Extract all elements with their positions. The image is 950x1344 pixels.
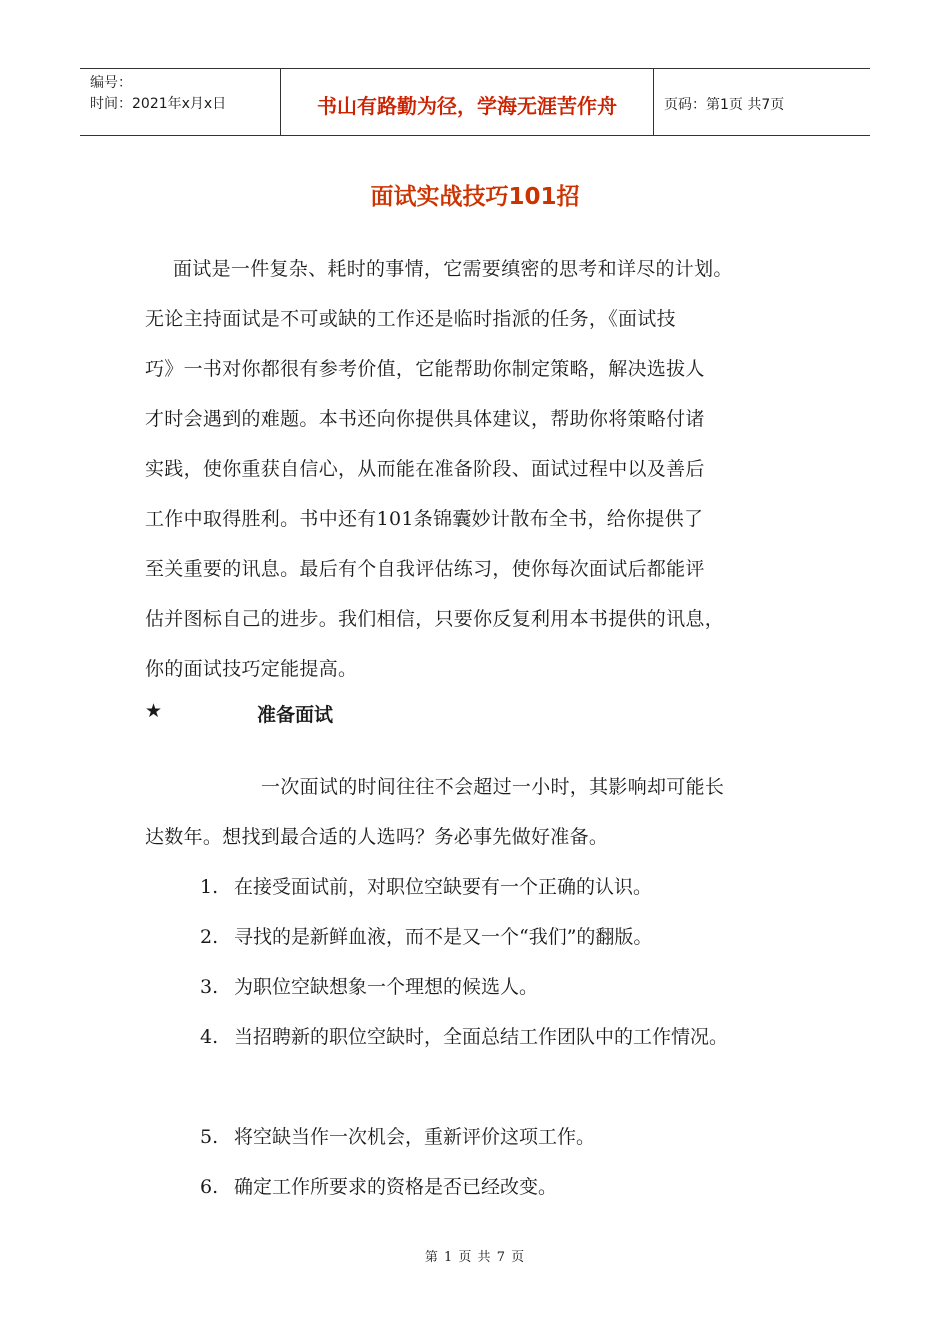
tips-list-first (200, 862, 728, 1062)
header-meta-cell (80, 69, 281, 135)
intro-line: 估并图标自己的进步。我们相信，只要你反复利用本书提供的讯息， (145, 608, 725, 630)
intro-line: 才时会遇到的难题。本书还向你提供具体建议，帮助你将策略付诸 (145, 408, 705, 430)
list-item (200, 862, 728, 912)
header-number-label: 编号： (90, 75, 132, 91)
list-item (200, 1112, 595, 1162)
list-item-number: 2. (200, 926, 219, 948)
intro-paragraph (145, 244, 815, 694)
prep-line: 达数年。想找到最合适的人选吗？务必事先做好准备。 (145, 826, 609, 848)
prep-paragraph (145, 762, 815, 862)
star-icon: ★ (145, 700, 163, 722)
list-item-number: 6. (200, 1176, 219, 1198)
list-item-text: 当招聘新的职位空缺时，全面总结工作团队中的工作情况。 (234, 1026, 729, 1048)
list-item-number: 3. (200, 976, 219, 998)
intro-line: 你的面试技巧定能提高。 (145, 658, 358, 680)
header-motto: 书山有路勤为径，学海无涯苦作舟 (281, 69, 654, 135)
list-item-text: 将空缺当作一次机会，重新评价这项工作。 (234, 1126, 596, 1148)
list-item-number: 5. (200, 1126, 219, 1148)
intro-line: 巧》一书对你都很有参考价值，它能帮助你制定策略，解决选拔人 (145, 358, 705, 380)
list-item (200, 1162, 595, 1212)
list-item-number: 4. (200, 1026, 219, 1048)
list-item-text: 在接受面试前，对职位空缺要有一个正确的认识。 (234, 876, 653, 898)
document-title: 面试实战技巧101招 (370, 184, 580, 210)
intro-line: 至关重要的讯息。最后有个自我评估练习，使你每次面试后都能评 (145, 558, 705, 580)
header-table (80, 68, 870, 136)
list-item-number: 1. (200, 876, 219, 898)
list-item (200, 912, 728, 962)
tips-list-second (200, 1112, 595, 1212)
prep-line: 一次面试的时间往往不会超过一小时，其影响却可能长 (261, 776, 725, 798)
section-heading-text: 准备面试 (257, 704, 334, 726)
page-footer: 第 1 页 共 7 页 (424, 1250, 526, 1265)
section-heading (145, 700, 333, 727)
list-item (200, 1012, 728, 1062)
intro-line: 工作中取得胜利。书中还有101条锦囊妙计散布全书，给你提供了 (145, 508, 704, 530)
intro-line: 面试是一件复杂、耗时的事情，它需要缜密的思考和详尽的计划。 (173, 258, 733, 280)
list-item-text: 为职位空缺想象一个理想的候选人。 (234, 976, 539, 998)
header-time-label: 时间：2021年x月x日 (90, 96, 227, 112)
list-item-text: 寻找的是新鲜血液，而不是又一个“我们”的翻版。 (234, 926, 653, 948)
list-item-text: 确定工作所要求的资格是否已经改变。 (234, 1176, 558, 1198)
list-item (200, 962, 728, 1012)
intro-line: 实践，使你重获自信心，从而能在准备阶段、面试过程中以及善后 (145, 458, 705, 480)
intro-line: 无论主持面试是不可或缺的工作还是临时指派的任务，《面试技 (145, 308, 676, 330)
header-page-info: 页码：第1页 共7页 (664, 97, 785, 113)
